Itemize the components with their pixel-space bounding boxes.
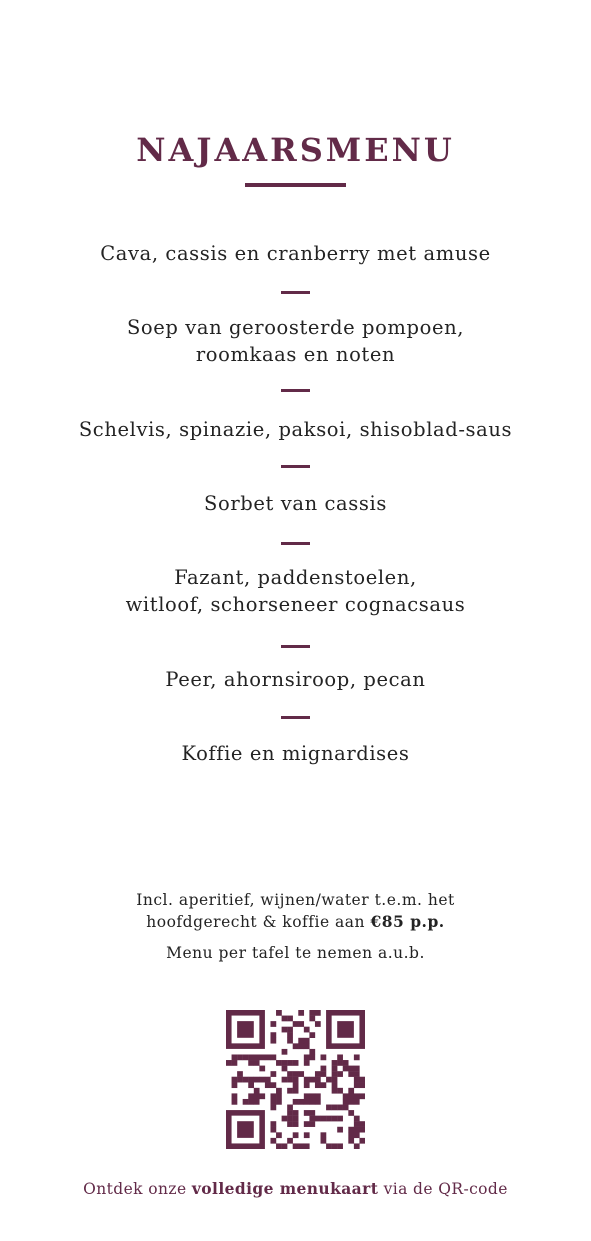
qr-module [337,1105,343,1111]
qr-module [315,1082,321,1088]
qr-module [276,1010,282,1016]
qr-module [276,1132,282,1138]
qr-module [259,1077,265,1083]
qr-module [315,1116,321,1122]
qr-module [265,1082,271,1088]
qr-code-graphic [226,1010,365,1149]
course-divider [281,291,310,294]
qr-module [315,1093,321,1099]
qr-module [287,1077,293,1083]
qr-module [354,1071,360,1077]
qr-module [248,1077,254,1083]
qr-module [337,1054,343,1060]
qr-module [270,1054,276,1060]
qr-module [309,1116,315,1122]
qr-module [309,1016,315,1022]
qr-module [348,1132,354,1138]
per-table-note: Menu per tafel te nemen a.u.b. [166,944,425,962]
qr-module [354,1132,360,1138]
qr-module [332,1077,338,1083]
qr-module [232,1099,238,1105]
qr-caption [0,1177,591,1201]
qr-module [287,1016,293,1022]
qr-module [348,1093,354,1099]
course-item [0,490,591,517]
qr-module [298,1071,304,1077]
qr-module [315,1021,321,1027]
qr-module [343,1105,349,1111]
qr-finder-core [237,1121,254,1138]
qr-module [332,1071,338,1077]
qr-module [321,1071,327,1077]
qr-module [270,1093,276,1099]
inclusions-text: hoofdgerecht & koffie aan [146,913,371,931]
qr-module [348,1088,354,1094]
qr-module [315,1010,321,1016]
qr-module [359,1127,365,1133]
qr-module [321,1066,327,1072]
inclusions-line-price [0,911,591,933]
qr-module [315,1071,321,1077]
qr-module [270,1071,276,1077]
qr-module [254,1099,260,1105]
qr-module [282,1077,288,1083]
qr-module [326,1077,332,1083]
qr-module [270,1082,276,1088]
qr-module [354,1143,360,1149]
qr-module [270,1121,276,1127]
qr-module [287,1121,293,1127]
qr-module [309,1032,315,1038]
qr-module [276,1088,282,1094]
qr-module [309,1077,315,1083]
qr-module [348,1071,354,1077]
course-line: Fazant, paddenstoelen, [174,566,417,589]
qr-module [293,1121,299,1127]
menu-title: NAJAARSMENU [136,131,455,169]
qr-module [337,1071,343,1077]
qr-module [359,1138,365,1144]
course-item [0,416,591,443]
qr-module [254,1054,260,1060]
course-line: Cava, cassis en cranberry met amuse [100,242,491,265]
qr-module [298,1021,304,1027]
qr-module [259,1066,265,1072]
course-line: Koffie en mignardises [181,742,410,765]
qr-module [248,1099,254,1105]
qr-module [309,1049,315,1055]
qr-module [293,1021,299,1027]
qr-module [343,1060,349,1066]
qr-module [321,1132,327,1138]
qr-module [321,1116,327,1122]
qr-module [270,1138,276,1144]
qr-module [226,1060,232,1066]
qr-module [276,1093,282,1099]
qr-module [270,1032,276,1038]
qr-finder-core [237,1021,254,1038]
qr-module [359,1121,365,1127]
qr-module [337,1060,343,1066]
qr-module [309,1110,315,1116]
qr-module [354,1082,360,1088]
qr-module [243,1099,249,1105]
qr-module [337,1127,343,1133]
qr-module [309,1093,315,1099]
qr-module [348,1110,354,1116]
qr-module [293,1143,299,1149]
qr-caption-link-text[interactable]: volledige menukaart [191,1179,379,1198]
qr-module [359,1093,365,1099]
course-line: Sorbet van cassis [204,492,387,515]
qr-module [293,1099,299,1105]
qr-module [232,1060,238,1066]
qr-module [237,1071,243,1077]
qr-module [348,1099,354,1105]
qr-module [287,1038,293,1044]
qr-module [304,1043,310,1049]
qr-module [254,1093,260,1099]
qr-module [343,1093,349,1099]
price-label: €85 p.p. [370,912,445,931]
qr-module [298,1043,304,1049]
qr-module [359,1082,365,1088]
qr-module [332,1088,338,1094]
course-divider [281,465,310,468]
qr-module [293,1110,299,1116]
qr-module [354,1116,360,1122]
qr-module [315,1077,321,1083]
qr-module [259,1054,265,1060]
course-line: Peer, ahornsiroop, pecan [165,668,426,691]
qr-module [298,1143,304,1149]
course-line: roomkaas en noten [195,343,396,366]
course-item [0,666,591,693]
qr-module [304,1121,310,1127]
qr-module [270,1038,276,1044]
qr-module [326,1105,332,1111]
qr-module [343,1066,349,1072]
qr-module [332,1066,338,1072]
qr-module [254,1077,260,1083]
qr-module [254,1060,260,1066]
qr-module [232,1093,238,1099]
qr-module [326,1143,332,1149]
inclusions-line: Incl. aperitief, wijnen/water t.e.m. het [136,891,455,909]
course-item [0,564,591,618]
title-underline [245,183,346,187]
qr-module [354,1077,360,1083]
course-divider [281,542,310,545]
qr-module [293,1088,299,1094]
qr-module [354,1093,360,1099]
qr-module [287,1032,293,1038]
qr-module [304,1077,310,1083]
qr-module [276,1143,282,1149]
qr-module [332,1116,338,1122]
qr-module [259,1093,265,1099]
qr-module [304,1099,310,1105]
qr-module [265,1077,271,1083]
qr-module [348,1138,354,1144]
qr-module [332,1143,338,1149]
qr-module [287,1060,293,1066]
qr-module [293,1082,299,1088]
qr-caption-suffix: via de QR-code [378,1180,508,1198]
course-divider [281,716,310,719]
course-item [0,740,591,767]
qr-module [282,1116,288,1122]
qr-module [354,1099,360,1105]
qr-module [248,1060,254,1066]
qr-module [287,1110,293,1116]
qr-module [287,1105,293,1111]
qr-module [265,1054,271,1060]
qr-module [337,1143,343,1149]
qr-module [232,1054,238,1060]
qr-module [315,1099,321,1105]
qr-module [282,1016,288,1022]
qr-module [248,1054,254,1060]
qr-code-icon[interactable] [226,1010,365,1149]
qr-module [348,1127,354,1133]
qr-module [304,1110,310,1116]
course-line: Soep van geroosterde pompoen, [126,316,465,339]
qr-module [298,1010,304,1016]
qr-module [293,1060,299,1066]
qr-module [232,1082,238,1088]
qr-module [304,1093,310,1099]
qr-module [348,1066,354,1072]
course-divider [281,389,310,392]
course-line: Schelvis, spinazie, paksoi, shisoblad-saus [78,418,513,441]
qr-module [282,1066,288,1072]
qr-module [304,1082,310,1088]
qr-module [287,1027,293,1033]
qr-module [354,1066,360,1072]
qr-module [282,1143,288,1149]
qr-module [309,1121,315,1127]
qr-module [298,1038,304,1044]
qr-module [321,1054,327,1060]
qr-module [309,1054,315,1060]
course-item [0,240,591,267]
qr-module [254,1088,260,1094]
qr-module [304,1054,310,1060]
course-line: witloof, schorseneer cognacsaus [125,593,466,616]
qr-module [293,1071,299,1077]
qr-module [309,1099,315,1105]
qr-module [293,1077,299,1083]
qr-module [287,1088,293,1094]
qr-module [304,1027,310,1033]
qr-module [287,1071,293,1077]
qr-module [304,1060,310,1066]
qr-module [293,1043,299,1049]
qr-module [270,1099,276,1105]
qr-module [287,1116,293,1122]
qr-module [304,1132,310,1138]
qr-module [237,1077,243,1083]
qr-module [276,1099,282,1105]
qr-module [232,1077,238,1083]
course-divider [281,645,310,648]
qr-finder-core [337,1021,354,1038]
inclusions-note [0,890,591,933]
qr-module [282,1049,288,1055]
qr-module [337,1088,343,1094]
qr-module [276,1060,282,1066]
qr-module [270,1021,276,1027]
qr-module [354,1127,360,1133]
qr-module [354,1121,360,1127]
qr-module [243,1077,249,1083]
qr-module [270,1127,276,1133]
qr-module [309,1010,315,1016]
qr-module [248,1082,254,1088]
qr-module [248,1093,254,1099]
qr-caption-prefix: Ontdek onze [83,1180,192,1198]
qr-module [282,1060,288,1066]
qr-module [359,1077,365,1083]
qr-module [337,1116,343,1122]
qr-module [304,1038,310,1044]
qr-module [321,1138,327,1144]
qr-module [304,1143,310,1149]
qr-module [293,1132,299,1138]
qr-module [282,1027,288,1033]
qr-module [270,1105,276,1111]
qr-module [343,1099,349,1105]
qr-module [287,1138,293,1144]
qr-module [332,1082,338,1088]
qr-module [298,1099,304,1105]
qr-module [332,1105,338,1111]
qr-module [332,1060,338,1066]
qr-module [237,1054,243,1060]
qr-module [321,1082,327,1088]
qr-module [326,1116,332,1122]
qr-module [354,1054,360,1060]
qr-module [243,1054,249,1060]
qr-module [293,1116,299,1122]
course-item [0,314,591,368]
